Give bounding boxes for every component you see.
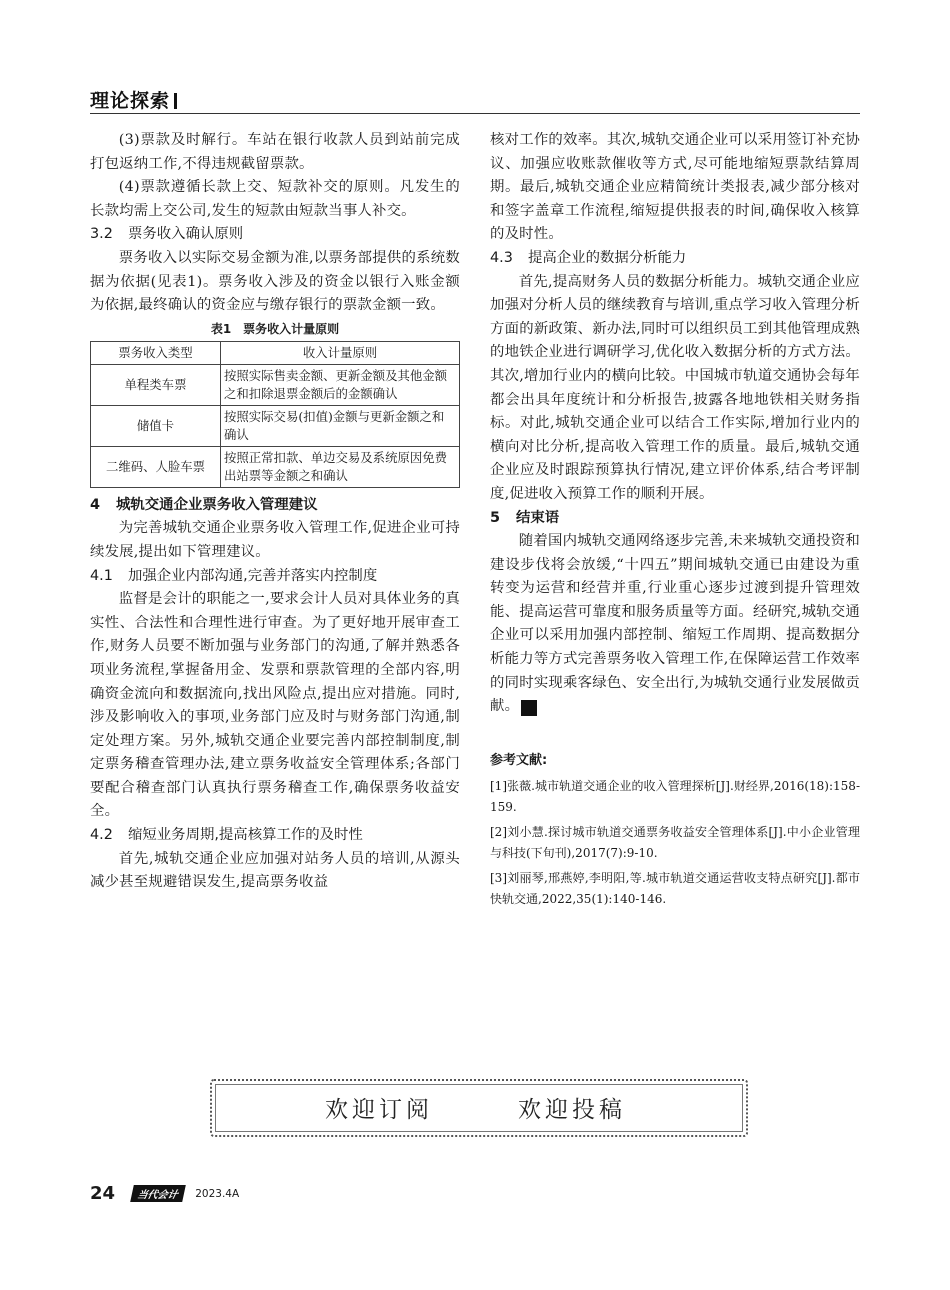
heading-title: 结束语 [516,509,560,526]
banner-submit-text: 欢迎投稿 [518,1097,626,1123]
banner-subscribe-text: 欢迎订阅 [325,1097,433,1123]
section-header-label: 理论探索 [90,90,171,112]
reference-item: [1]张薇.城市轨道交通企业的收入管理探析[J].财经界,2016(18):158-159. [490,778,860,814]
heading-number: 5 [490,509,501,526]
heading-number: 4.3 [490,249,513,266]
subscription-banner [210,1079,748,1137]
paragraph: 首先,城轨交通企业应加强对站务人员的培训,从源头减少甚至规避错误发生,提高票务收益 [90,850,460,891]
paragraph: 核对工作的效率。其次,城轨交通企业可以采用签订补充协议、加强应收账款催收等方式,尽可能地缩短票款结算周期。最后,城轨交通企业应精简统计类报表,减少部分核对和签字盖章工作流程,缩短提供报表的时间,确保收入核算的及时性。 [490,132,860,243]
right-column [490,129,860,914]
table-row [91,446,460,487]
reference-item: [2]刘小慧.探讨城市轨道交通票务收益安全管理体系[J].中小企业管理与科技(下旬刊),2017(7):9-10. [490,824,860,860]
banner-inner-border [215,1084,743,1132]
table-row [91,405,460,446]
table-cell-rule: 按照实际售卖金额、更新金额及其他金额之和扣除退票金额后的金额确认 [221,364,460,405]
heading-number: 4 [90,496,101,513]
references-title: 参考文献: [490,752,548,768]
paragraph: 首先,提高财务人员的数据分析能力。城轨交通企业应加强对分析人员的继续教育与培训,重点学习收入管理分析方面的新政策、新办法,同时可以组织员工到其他管理成熟的地铁企业进行调研学习,优化收入数据分析的方式方法。其次,增加行业内的横向比较。中国城市轨道交通协会每年都会出具年度统计和分析报告,披露各地地铁相关财务指标。对此,城轨交通企业可以结合工作实际,增加行业内的横向对比分析,提高收入管理工作的质量。最后,城轨交通企业应及时跟踪预算执行情况,建立评价体系,结合考评制度,促进收入预算工作的顺利开展。 [490,273,860,502]
table-caption: 表1 票务收入计量原则 [210,321,340,336]
heading-title: 加强企业内部沟通,完善并落实内控制度 [128,567,378,584]
paragraph: 票务收入以实际交易金额为准,以票务部提供的系统数据为依据(见表1)。票务收入涉及的资金以银行入账金额为依据,最终确认的资金应与缴存银行的票款金额一致。 [90,249,460,314]
heading-title: 城轨交通企业票务收入管理建议 [116,496,318,513]
section-header [90,86,177,113]
table-header-cell: 收入计量原则 [221,341,460,364]
heading-number: 4.1 [90,567,113,584]
header-bar [174,93,177,109]
heading-title: 缩短业务周期,提高核算工作的及时性 [128,827,363,844]
heading-number: 4.2 [90,827,113,844]
table-cell-type: 单程类车票 [91,364,221,405]
reference-item: [3]刘丽琴,邢燕婷,李明阳,等.城市轨道交通运营收支特点研究[J].都市快轨交通,2022,35(1):140-146. [490,870,860,906]
paragraph: (3)票款及时解行。车站在银行收款人员到站前完成打包返纳工作,不得违规截留票款。 [90,132,460,172]
heading-title: 提高企业的数据分析能力 [528,249,687,266]
table-cell-type: 储值卡 [91,405,221,446]
page-footer [90,1183,239,1204]
paragraph: 为完善城轨交通企业票务收入管理工作,促进企业可持续发展,提出如下管理建议。 [90,520,460,560]
paragraph-text: 随着国内城轨交通网络逐步完善,未来城轨交通投资和建设步伐将会放缓,“十四五”期间城轨交通已由建设为重转变为运营和经营并重,行业重心逐步过渡到提升管理效能、提高运营可靠度和服务质量等方面。经研究,城轨交通企业可以采用加强内部控制、缩短工作周期、提高数据分析能力等方式完善票务收入管理工作,在保障运营工作效率的同时实现乘客绿色、安全出行,为城轨交通行业发展做贡献。 [490,533,860,715]
table-header-cell: 票务收入类型 [91,341,221,364]
section-heading-3-2 [90,223,460,247]
heading-title: 票务收入确认原则 [128,226,244,243]
end-mark-icon: A [521,700,537,716]
section-heading-5 [490,507,860,531]
table-cell-type: 二维码、人脸车票 [91,446,221,487]
table-cell-rule: 按照正常扣款、单边交易及系统原因免费出站票等金额之和确认 [221,446,460,487]
left-column [90,129,460,895]
table-header-row [91,341,460,364]
section-heading-4-1 [90,565,460,589]
page-number: 24 [90,1183,116,1204]
issue-label: 2023.4A [195,1187,240,1200]
paragraph [490,530,860,719]
table-cell-rule: 按照实际交易(扣值)金额与更新金额之和确认 [221,405,460,446]
section-heading-4-3 [490,247,860,271]
heading-number: 3.2 [90,226,113,243]
paragraph: (4)票款遵循长款上交、短款补交的原则。凡发生的长款均需上交公司,发生的短款由短款当事人补交。 [90,179,460,219]
journal-name-badge: 当代会计 [130,1185,186,1202]
section-heading-4 [90,494,460,518]
revenue-measurement-table [90,341,460,488]
header-rule [90,113,860,114]
section-heading-4-2 [90,824,460,848]
paragraph: 监督是会计的职能之一,要求会计人员对具体业务的真实性、合法性和合理性进行审查。为了更好地开展审查工作,财务人员要不断加强与业务部门的沟通,了解并熟悉各项业务流程,掌握备用金、发票和票款管理的全部内容,明确资金流向和数据流向,找出风险点,提出应对措施。同时,涉及影响收入的事项,业务部门应及时与财务部门沟通,制定处理方案。另外,城轨交通企业要完善内部控制制度,制定票务稽查管理办法,建立票务收益安全管理体系;各部门要配合稽查部门认真执行票务稽查工作,确保票务收益安全。 [90,591,460,820]
table-row [91,364,460,405]
